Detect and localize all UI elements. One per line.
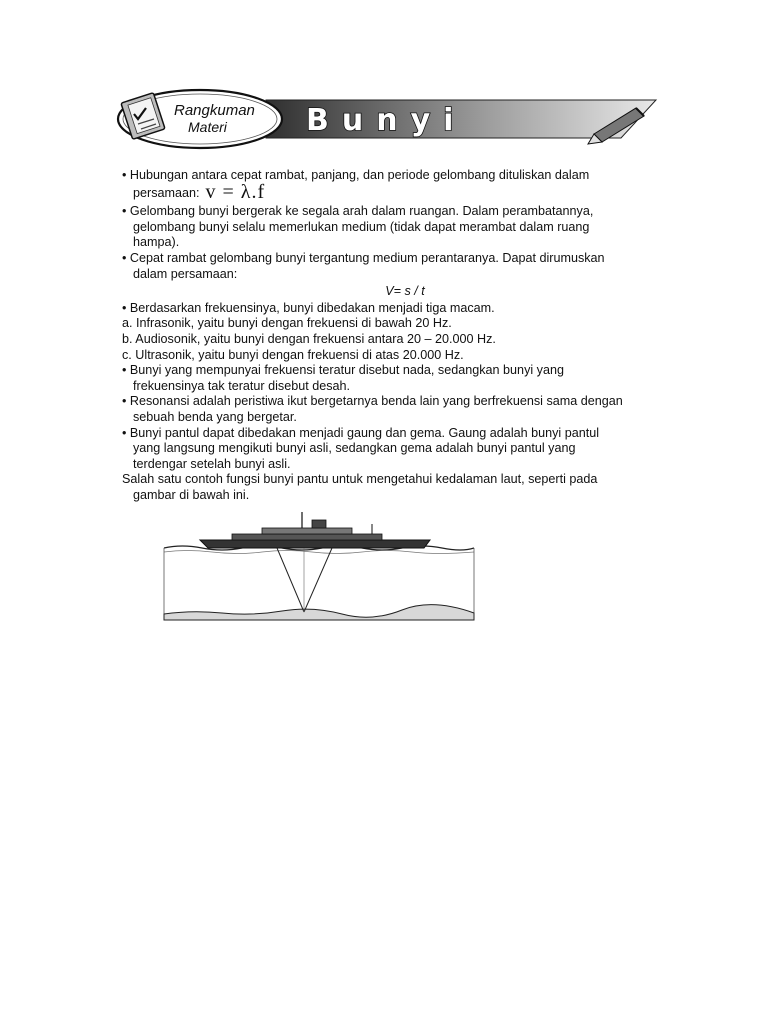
sonar-ray-up — [304, 548, 332, 612]
sonar-ray-down — [277, 548, 304, 612]
bullet-nada-desah — [122, 363, 682, 394]
p1-line2 — [122, 180, 682, 203]
banner-graphic — [116, 88, 661, 150]
bullet-frequency — [122, 301, 682, 363]
p8-line2: gambar di bawah ini. — [133, 487, 250, 502]
list-item-audiosonik: b. Audiosonik, yaitu bunyi dengan frekuensi antara 20 – 20.000 Hz. — [122, 331, 496, 346]
content-body — [122, 168, 682, 503]
p1-continuation: persamaan: — [133, 185, 200, 200]
p6-line1: • Resonansi adalah peristiwa ikut bergetarnya benda lain yang berfrekuensi sama dengan — [122, 394, 623, 409]
bullet-medium — [122, 251, 682, 300]
ship — [200, 512, 430, 548]
header-banner — [116, 88, 661, 150]
p8-line1: Salah satu contoh fungsi bunyi pantu untuk mengetahui kedalaman laut, seperti pada — [122, 472, 598, 487]
p7-line2: yang langsung mengikuti bunyi asli, sedangkan gema adalah bunyi pantul yang — [133, 441, 576, 456]
p3-line2: dalam persamaan: — [133, 266, 238, 281]
bullet-propagation — [122, 204, 682, 251]
seabed — [164, 605, 474, 620]
p2-line3: hampa). — [133, 235, 180, 250]
formula-v-s-t: V= s / t — [385, 284, 425, 299]
bullet-speed-relation — [122, 168, 682, 201]
p1-line1: • Hubungan antara cepat rambat, panjang, dan periode gelombang dituliskan dalam — [122, 168, 590, 182]
p2-line2: gelombang bunyi selalu memerlukan medium (tidak dapat merambat dalam ruang — [133, 219, 590, 234]
bullet-bunyi-pantul — [122, 426, 682, 473]
ship-sonar-illustration — [162, 510, 476, 622]
bullet-resonansi — [122, 394, 682, 425]
p5-line1: • Bunyi yang mempunyai frekuensi teratur disebut nada, sedangkan bunyi yang — [122, 363, 564, 378]
ship-sonar-drawing — [162, 510, 476, 622]
badge-line2: Materi — [188, 119, 227, 135]
list-item-infrasonik: a. Infrasonik, yaitu bunyi dengan frekuensi di bawah 20 Hz. — [122, 316, 452, 331]
p7-line1: • Bunyi pantul dapat dibedakan menjadi gaung dan gema. Gaung adalah bunyi pantul — [122, 425, 600, 440]
p2-line1: • Gelombang bunyi bergerak ke segala arah dalam ruangan. Dalam perambatannya, — [122, 204, 594, 219]
p7-line3: terdengar setelah bunyi asli. — [133, 456, 291, 471]
p5-line2: frekuensinya tak teratur disebut desah. — [133, 378, 351, 393]
banner-title: Bunyi — [306, 103, 467, 138]
formula-v-lambda-f: v = λ.f — [205, 180, 266, 203]
paragraph-contoh — [122, 472, 682, 503]
p4-line1: • Berdasarkan frekuensinya, bunyi dibedakan menjadi tiga macam. — [122, 300, 495, 315]
p6-line2: sebuah benda yang bergetar. — [133, 409, 297, 424]
list-item-ultrasonik: c. Ultrasonik, yaitu bunyi dengan frekuensi di atas 20.000 Hz. — [122, 347, 464, 362]
p3-line1: • Cepat rambat gelombang bunyi tergantung medium perantaranya. Dapat dirumuskan — [122, 250, 605, 265]
badge-line1: Rangkuman — [174, 102, 255, 119]
